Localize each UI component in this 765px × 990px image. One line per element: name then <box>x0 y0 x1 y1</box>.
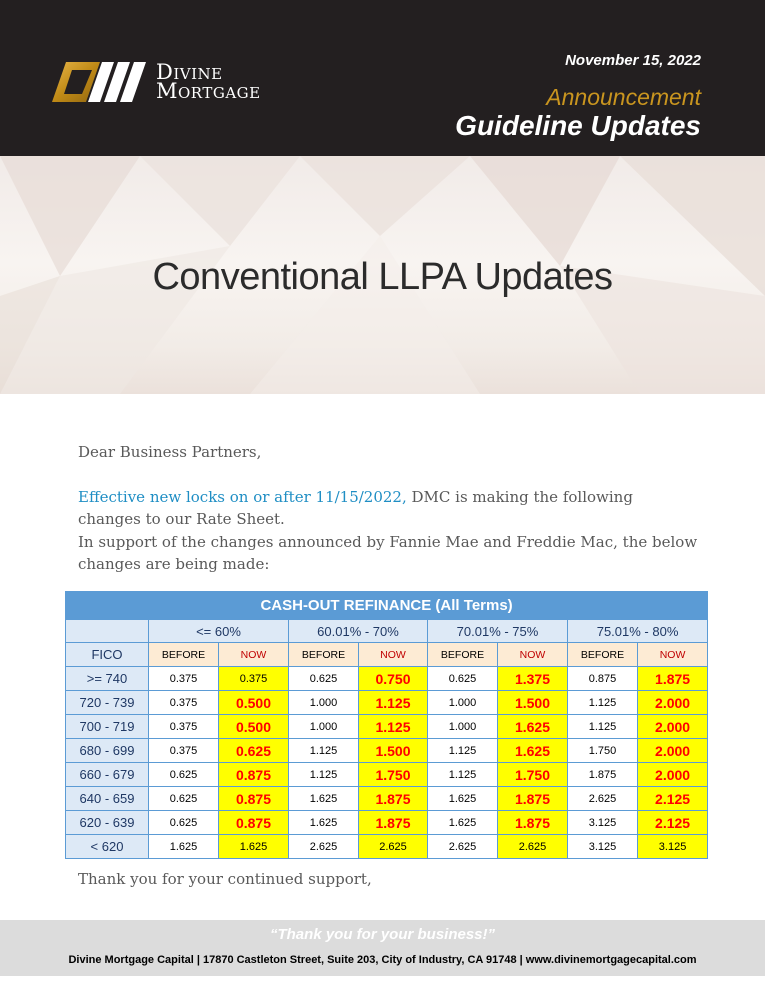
header <box>0 0 765 156</box>
now-value-cell: 2.625 <box>498 835 568 859</box>
ltv-range-header: <= 60% <box>149 620 289 643</box>
before-value-cell: 0.625 <box>289 667 359 691</box>
closing-line: Thank you for your continued support, <box>78 870 372 888</box>
cash-out-refinance-table <box>65 591 708 859</box>
now-value-cell: 0.875 <box>219 787 289 811</box>
corner-cell <box>66 620 149 643</box>
now-value-cell: 0.875 <box>219 811 289 835</box>
ltv-range-header: 60.01% - 70% <box>289 620 428 643</box>
logo-line-2: Mortgage <box>156 79 261 103</box>
table-row <box>66 763 708 787</box>
footer-address: Divine Mortgage Capital | 17870 Castleton Street, Suite 203, City of Industry, CA 91748 | www.divinemortgagecapital.com <box>68 954 697 966</box>
ltv-range-header: 75.01% - 80% <box>568 620 708 643</box>
table-row <box>66 787 708 811</box>
now-value-cell: 0.750 <box>359 667 428 691</box>
now-value-cell: 1.750 <box>498 763 568 787</box>
before-value-cell: 1.125 <box>289 739 359 763</box>
before-value-cell: 0.375 <box>149 667 219 691</box>
before-column-header: BEFORE <box>428 643 498 667</box>
before-value-cell: 1.625 <box>428 811 498 835</box>
before-value-cell: 0.625 <box>149 787 219 811</box>
logo-mark-icon <box>52 60 156 106</box>
effective-paragraph <box>78 486 698 530</box>
before-column-header: BEFORE <box>289 643 359 667</box>
table-row <box>66 691 708 715</box>
now-value-cell: 0.625 <box>219 739 289 763</box>
fico-range-cell: < 620 <box>66 835 149 859</box>
before-value-cell: 1.125 <box>428 739 498 763</box>
before-value-cell: 1.625 <box>149 835 219 859</box>
table-row <box>66 715 708 739</box>
now-column-header: NOW <box>219 643 289 667</box>
before-value-cell: 1.625 <box>428 787 498 811</box>
footer <box>0 920 765 976</box>
before-value-cell: 0.875 <box>568 667 638 691</box>
fico-range-cell: 720 - 739 <box>66 691 149 715</box>
now-column-header: NOW <box>638 643 708 667</box>
announcement-date: November 15, 2022 <box>565 52 701 69</box>
fico-range-cell: >= 740 <box>66 667 149 691</box>
fico-range-cell: 640 - 659 <box>66 787 149 811</box>
title-banner <box>0 156 765 394</box>
before-value-cell: 1.125 <box>428 763 498 787</box>
footer-quote: “Thank you for your business!” <box>269 926 496 943</box>
before-value-cell: 0.625 <box>149 811 219 835</box>
before-value-cell: 0.625 <box>149 763 219 787</box>
ltv-range-header: 70.01% - 75% <box>428 620 568 643</box>
greeting: Dear Business Partners, <box>78 443 262 461</box>
before-value-cell: 2.625 <box>428 835 498 859</box>
fico-range-cell: 680 - 699 <box>66 739 149 763</box>
logo-line-1: Divine <box>156 60 223 84</box>
before-value-cell: 1.625 <box>289 787 359 811</box>
now-value-cell: 1.875 <box>498 811 568 835</box>
now-value-cell: 1.625 <box>219 835 289 859</box>
now-column-header: NOW <box>498 643 568 667</box>
before-value-cell: 1.875 <box>568 763 638 787</box>
before-value-cell: 1.125 <box>568 691 638 715</box>
now-value-cell: 0.500 <box>219 691 289 715</box>
now-value-cell: 1.875 <box>359 811 428 835</box>
before-value-cell: 1.625 <box>289 811 359 835</box>
table-row <box>66 667 708 691</box>
now-value-cell: 2.000 <box>638 691 708 715</box>
table-row <box>66 811 708 835</box>
table-row <box>66 739 708 763</box>
table-title-row <box>66 592 708 620</box>
now-value-cell: 1.375 <box>498 667 568 691</box>
now-value-cell: 1.625 <box>498 715 568 739</box>
fico-range-cell: 660 - 679 <box>66 763 149 787</box>
now-value-cell: 1.125 <box>359 691 428 715</box>
fico-range-cell: 620 - 639 <box>66 811 149 835</box>
before-column-header: BEFORE <box>568 643 638 667</box>
before-value-cell: 1.000 <box>428 715 498 739</box>
before-value-cell: 2.625 <box>568 787 638 811</box>
before-value-cell: 2.625 <box>289 835 359 859</box>
now-value-cell: 1.875 <box>638 667 708 691</box>
now-value-cell: 1.500 <box>359 739 428 763</box>
before-value-cell: 0.375 <box>149 691 219 715</box>
column-header-row <box>66 643 708 667</box>
now-value-cell: 0.875 <box>219 763 289 787</box>
company-logo <box>52 60 292 106</box>
now-value-cell: 2.000 <box>638 763 708 787</box>
now-column-header: NOW <box>359 643 428 667</box>
fico-column-header: FICO <box>66 643 149 667</box>
before-value-cell: 1.000 <box>428 691 498 715</box>
before-value-cell: 1.125 <box>568 715 638 739</box>
effective-rest: DMC is making the following changes to our Rate Sheet. <box>78 488 633 528</box>
now-value-cell: 1.875 <box>359 787 428 811</box>
before-value-cell: 0.625 <box>428 667 498 691</box>
announcement-title: Guideline Updates <box>455 110 701 141</box>
ltv-range-row <box>66 620 708 643</box>
now-value-cell: 0.375 <box>219 667 289 691</box>
before-value-cell: 1.000 <box>289 691 359 715</box>
now-value-cell: 3.125 <box>638 835 708 859</box>
table-title: CASH-OUT REFINANCE (All Terms) <box>66 592 708 620</box>
before-value-cell: 1.125 <box>289 763 359 787</box>
before-value-cell: 1.750 <box>568 739 638 763</box>
now-value-cell: 2.000 <box>638 739 708 763</box>
before-value-cell: 3.125 <box>568 811 638 835</box>
announcement-label: Announcement <box>546 84 701 110</box>
table-row <box>66 835 708 859</box>
now-value-cell: 1.500 <box>498 691 568 715</box>
now-value-cell: 2.125 <box>638 787 708 811</box>
support-paragraph: In support of the changes announced by Fannie Mae and Freddie Mac, the below changes are being made: <box>78 533 698 573</box>
now-value-cell: 1.750 <box>359 763 428 787</box>
effective-date-highlight: Effective new locks on or after 11/15/2022, <box>78 488 407 506</box>
now-value-cell: 1.875 <box>498 787 568 811</box>
now-value-cell: 1.625 <box>498 739 568 763</box>
before-value-cell: 3.125 <box>568 835 638 859</box>
now-value-cell: 1.125 <box>359 715 428 739</box>
now-value-cell: 0.500 <box>219 715 289 739</box>
fico-range-cell: 700 - 719 <box>66 715 149 739</box>
logo-wordmark <box>156 60 261 103</box>
before-column-header: BEFORE <box>149 643 219 667</box>
page-title: Conventional LLPA Updates <box>152 256 613 298</box>
before-value-cell: 0.375 <box>149 739 219 763</box>
before-value-cell: 1.000 <box>289 715 359 739</box>
before-value-cell: 0.375 <box>149 715 219 739</box>
now-value-cell: 2.000 <box>638 715 708 739</box>
now-value-cell: 2.125 <box>638 811 708 835</box>
now-value-cell: 2.625 <box>359 835 428 859</box>
